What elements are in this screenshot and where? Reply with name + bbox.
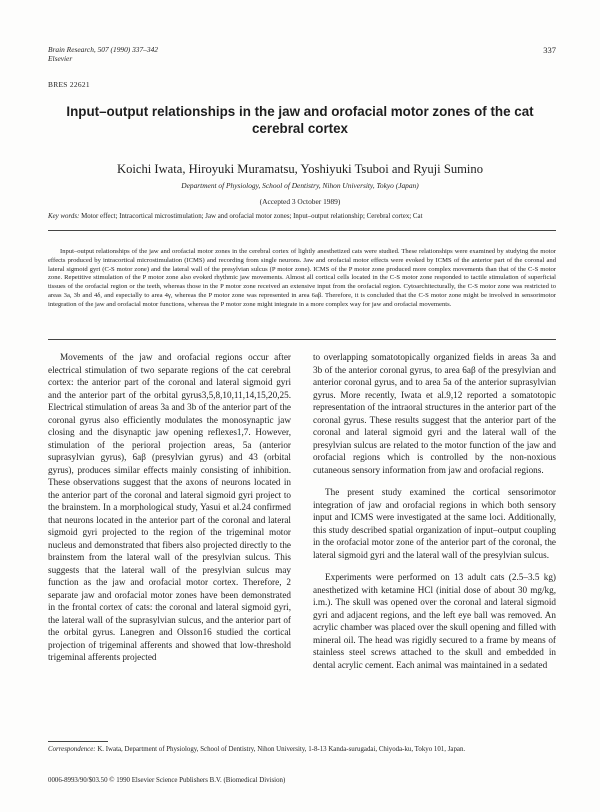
- footnote-rule: [48, 741, 108, 742]
- page-number: 337: [543, 45, 556, 55]
- body-column-right: [313, 351, 556, 671]
- abstract: Input–output relationships of the jaw and orofacial motor zones in the cerebral cortex of lightly anesthetized cats were studied. These relationships were examined by studying the motor effects produced by intracortical microstimulation (ICMS) and recording from single neurons. Jaw and orofacial motor effects were evoked by ICMS of the anterior part of the coronal and lateral sigmoid gyri (C-S motor zone) and the lateral wall of the presylvian sulcus (P motor zone). ICMS of the P motor zone produced more complex movements than that of the C-S motor zone. Repetitive stimulation of the P motor zone also evoked rhythmic jaw movements. Almost all cortical cells located in the C-S motor zone responded to tactile stimulation of superficial tissues of the orofacial region or the teeth, whereas those in the P motor zone received an extensive input from the orofacial region. Cytoarchitecturally, the C-S motor zone was restricted to areas 3a, 3b and 4δ, and especially to area 4γ, whereas the P motor zone was represented in area 6aβ. Therefore, it is concluded that the C-S motor zone might be involved in sensorimotor integration of the jaw and orofacial motor functions, whereas the P motor zone might integrate in a more complex way for jaw and orofacial movements.: [48, 248, 556, 308]
- correspondence-note: [48, 745, 556, 754]
- affiliation: Department of Physiology, School of Dentistry, Nihon University, Tokyo (Japan): [181, 181, 419, 190]
- journal-line: Brain Research, 507 (1990) 337–342: [48, 45, 158, 54]
- journal-citation: [48, 45, 158, 63]
- author-list: Koichi Iwata, Hiroyuki Muramatsu, Yoshiyuki Tsuboi and Ryuji Sumino: [116, 162, 484, 176]
- accepted-date: (Accepted 3 October 1989): [259, 197, 341, 206]
- correspondence-label: Correspondence:: [48, 746, 96, 753]
- article-code: BRES 22621: [48, 80, 90, 89]
- body-paragraph: Experiments were performed on 13 adult cats (2.5–3.5 kg) anesthetized with ketamine HCl (initial dose of about 30 mg/kg, i.m.). The skull was opened over the coronal and lateral sigmoid gyri and adjacent regions, and the left eye ball was removed. An acrylic chamber was placed over the skull opening and filled with mineral oil. The head was rigidly secured to a frame by means of stainless steel screws attached to the skull and embedded in dental acrylic cement. Each animal was maintained in a sedated: [313, 572, 556, 670]
- correspondence-text: K. Iwata, Department of Physiology, School of Dentistry, Nihon University, 1-8-13 Kanda-surugadai, Chiyoda-ku, Tokyo 101, Japan.: [97, 746, 466, 753]
- body-paragraph: Movements of the jaw and orofacial regions occur after electrical stimulation of two separate regions of the cat cerebral cortex: the anterior part of the coronal and lateral sigmoid gyri and the anterior part of the orbital gyrus3,5,8,10,11,14,15,20,25. Electrical stimulation of areas 3a and 3b of the anterior part of the coronal gyrus also efficiently modulates the monosynaptic jaw closing and the disynaptic jaw opening reflexes1,7. However, stimulation of the perioral projection areas, 5a (anterior suprasylvian gyrus), 6aβ (presylvian gyrus) and 43 (orbital gyrus), produces similar effects mainly consisting of inhibition. These observations suggest that the axons of neurons located in the anterior part of the coronal and lateral sigmoid gyri project to the brainstem. In a morphological study, Yasui et al.24 confirmed that neurons located in the anterior part of the coronal and lateral sigmoid gyri projected to the region of the trigeminal motor nucleus and demonstrated that fibers also projected directly to the brainstem from the lateral wall of the presylvian sulcus. This suggests that the lateral wall of the presylvian sulcus may function as the jaw and orofacial motor cortex. Therefore, 2 separate jaw and orofacial motor zones have been demonstrated in the frontal cortex of cats: the coronal and lateral sigmoid gyri, the lateral wall of the suprasylvian sulcus, and the anterior part of the orbital gyrus. Lanegren and Olsson16 studied the cortical projection of trigeminal afferents and showed that low-threshold trigeminal afferents projected: [48, 352, 291, 662]
- publisher-line: Elsevier: [48, 54, 73, 63]
- keywords-line: [48, 212, 556, 221]
- copyright-line: 0006-8993/90/$03.50 © 1990 Elsevier Science Publishers B.V. (Biomedical Division): [48, 777, 286, 784]
- body-paragraph: to overlapping somatotopically organized fields in areas 3a and 3b of the anterior coronal gyrus, to area 6aβ of the presylvian and anterior coronal gyrus, and to area 5a of the anterior suprasylvian gyrus. More recently, Iwata et al.9,12 reported a somatotopic representation of the intraoral structures in the anterior part of the coronal gyrus. These results suggest that the anterior part of the coronal and lateral sigmoid gyri and the lateral wall of the presylvian sulcus are related to the motor function of the jaw and orofacial regions which is controlled by the non-noxious cutaneous sensory information from jaw and orofacial regions.: [313, 352, 556, 475]
- keywords-text: Motor effect; Intracortical microstimulation; Jaw and orofacial motor zones; Input–output relationship; Cerebral cortex; Cat: [81, 213, 423, 220]
- body-column-left: [48, 351, 291, 664]
- abstract-top-rule: [48, 230, 556, 231]
- keywords-label: Key words:: [48, 213, 80, 220]
- abstract-bottom-rule: [48, 339, 556, 340]
- paper-title: Input–output relationships in the jaw and orofacial motor zones of the cat cerebral cortex: [66, 104, 534, 136]
- body-paragraph: The present study examined the cortical sensorimotor integration of jaw and orofacial regions in which both sensory input and ICMS were investigated at the same loci. Additionally, this study described spatial organization of input–output coupling in the orofacial motor zone of the anterior part of the coronal, the lateral sigmoid gyri and the lateral wall of the presylvian sulcus.: [313, 487, 556, 560]
